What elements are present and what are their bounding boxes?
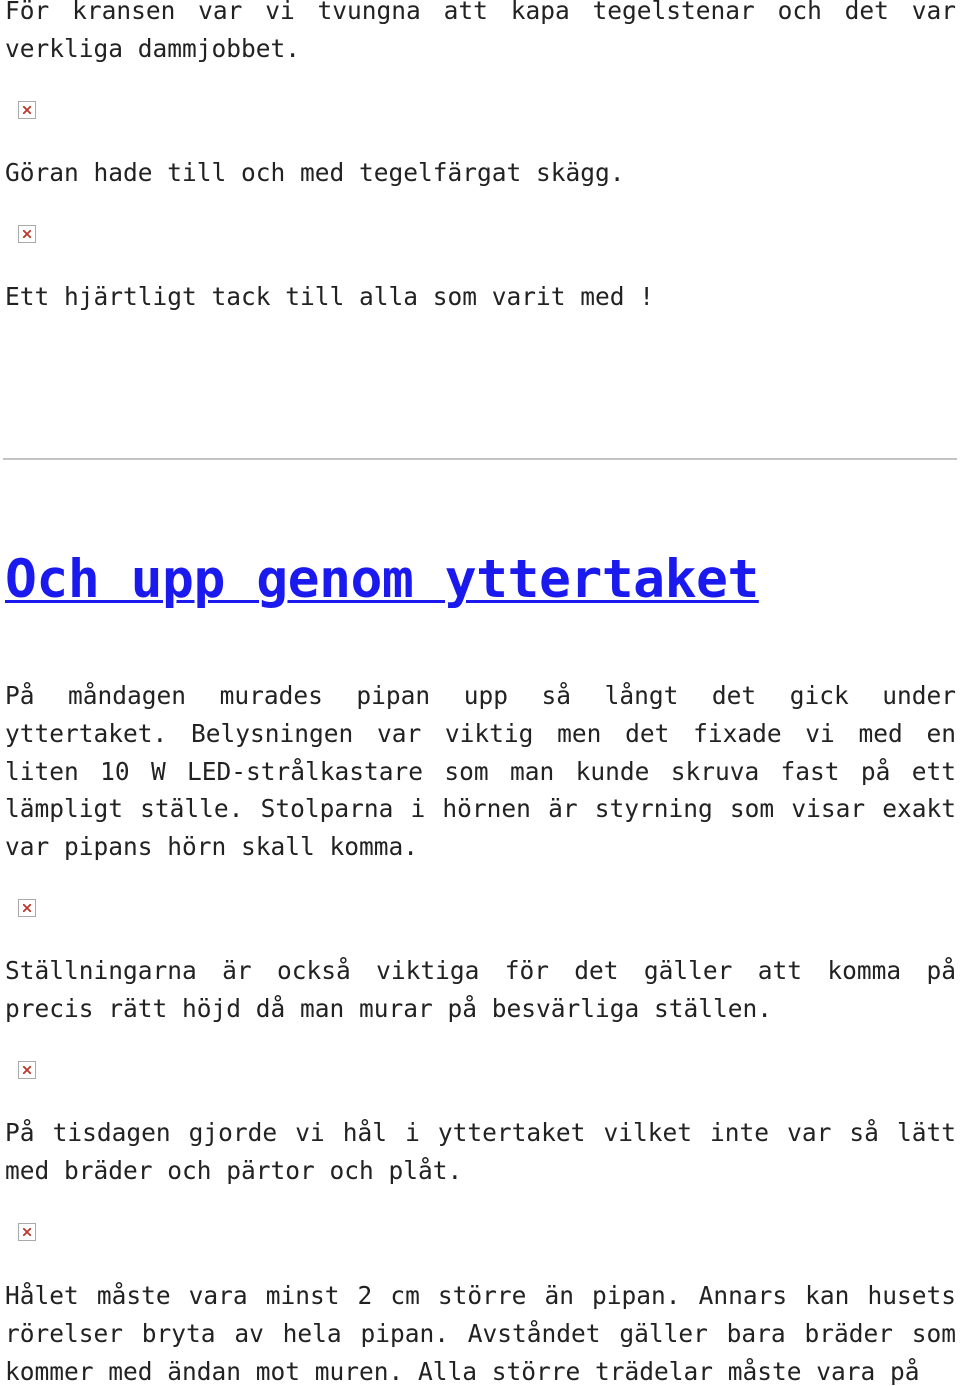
paragraph-mandag: På måndagen murades pipan upp så långt det gick under yttertaket. Belysningen var viktig men det fixade vi med en liten 10 W LED-strålkastare som man kunde skruva fast på ett lämpligt ställe. Stolparna i hörnen är styrning som visar exakt var pipans hörn skall komma. bbox=[5, 681, 956, 862]
paragraph-tisdag: På tisdagen gjorde vi hål i yttertaket vilket inte var så lätt med bräder och pärtor och plåt. bbox=[5, 1118, 956, 1185]
paragraph-stallningar: Ställningarna är också viktiga för det gäller att komma på precis rätt höjd då man murar på besvärliga ställen. bbox=[5, 956, 956, 1023]
paragraph-thanks: Ett hjärtligt tack till alla som varit med ! bbox=[5, 282, 655, 311]
broken-image-icon bbox=[18, 899, 36, 917]
post-divider bbox=[3, 458, 957, 460]
paragraph-halet: Hålet måste vara minst 2 cm större än pipan. Annars kan husets rörelser bryta av hela pipan. Avståndet gäller bara bräder som kommer med ändan mot muren. Alla större trädelar måste vara på bbox=[5, 1281, 956, 1386]
broken-image-icon bbox=[18, 225, 36, 243]
paragraph-goran: Göran hade till och med tegelfärgat skägg. bbox=[5, 158, 625, 187]
post-title bbox=[5, 548, 759, 612]
broken-image-icon bbox=[18, 1061, 36, 1079]
broken-image-icon bbox=[18, 101, 36, 119]
post-title-link[interactable]: Och upp genom yttertaket bbox=[5, 549, 759, 610]
broken-image-icon bbox=[18, 1223, 36, 1241]
paragraph-kransen: För kransen var vi tvungna att kapa tegelstenar och det var verkliga dammjobbet. bbox=[5, 0, 956, 63]
